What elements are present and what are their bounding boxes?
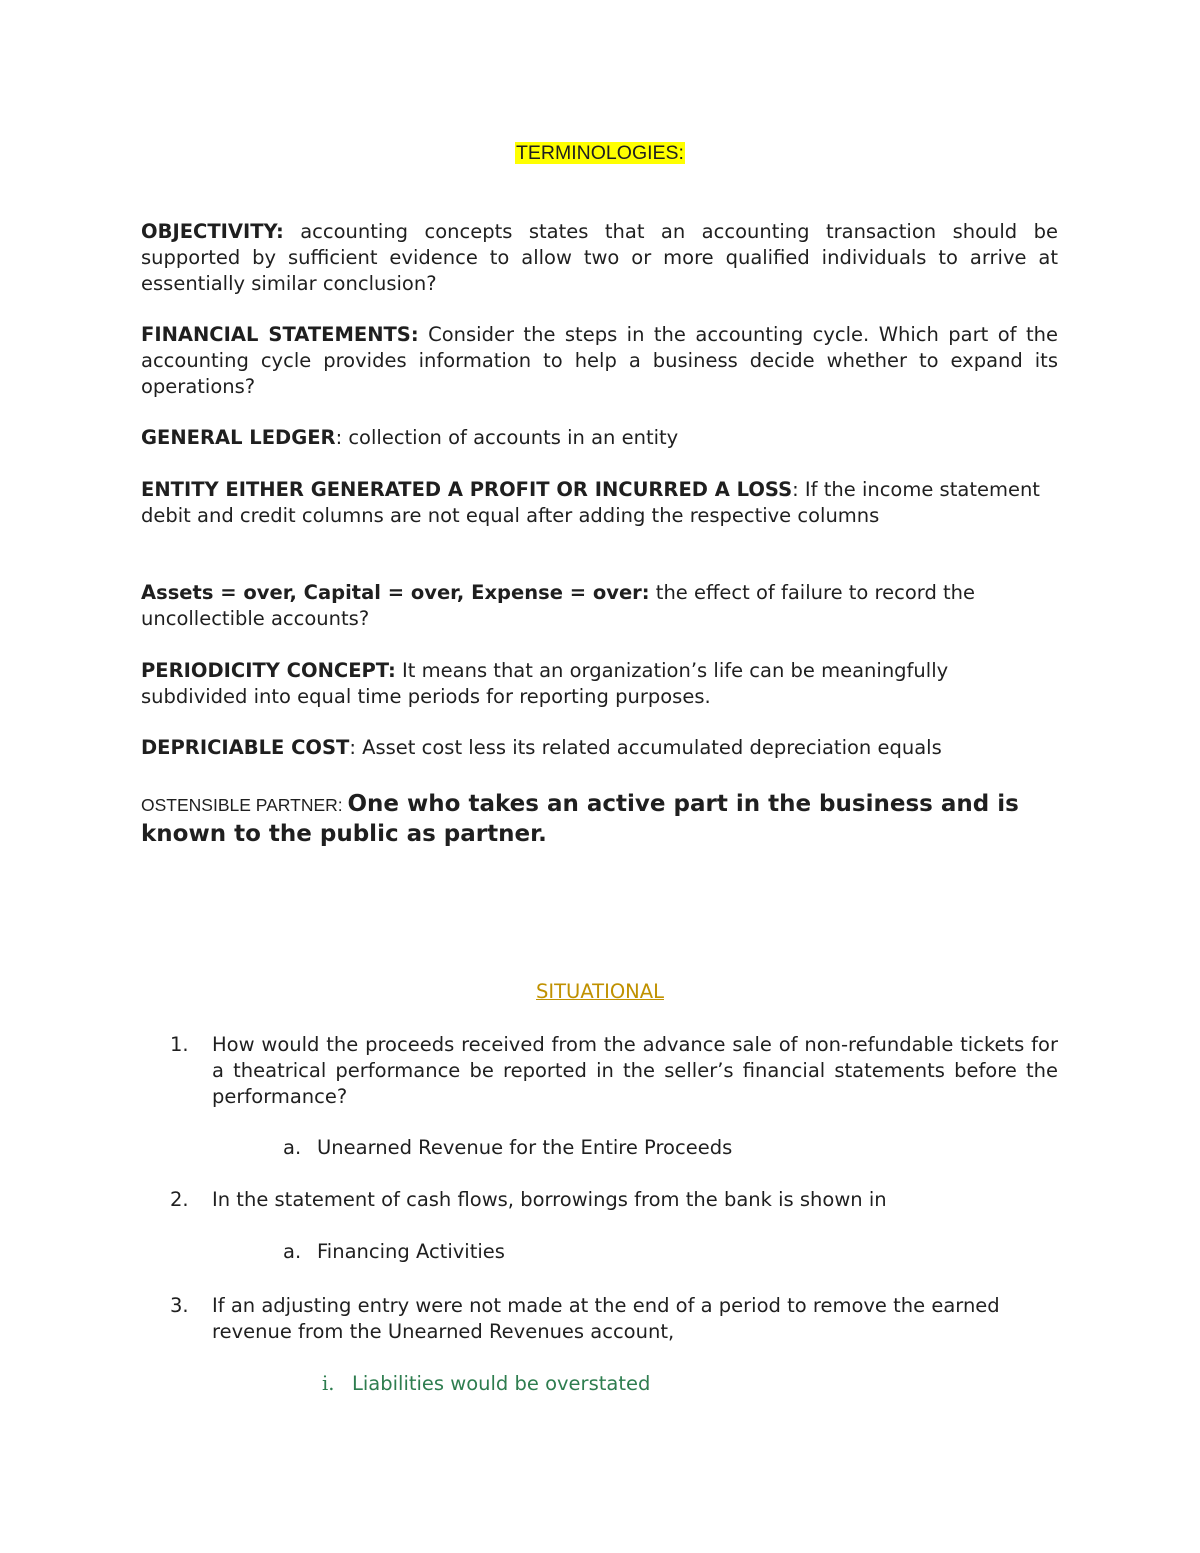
- terminologies-heading: TERMINOLOGIES:: [516, 142, 684, 164]
- answer-label: i.: [322, 1372, 335, 1395]
- answer-text: Financing Activities: [317, 1240, 505, 1263]
- question-number: 3.: [170, 1294, 189, 1317]
- question-text: How would the proceeds received from the advance sale of non-refundable tickets for a theatrical performance be reported in the seller’s financial statements before the performance?: [212, 1033, 1058, 1108]
- answer-label: a.: [283, 1136, 302, 1159]
- term-definition: : If the income statement debit and credit columns are not equal after adding the respective columns: [141, 478, 1040, 527]
- question-3: [170, 1293, 1010, 1345]
- question-text: In the statement of cash flows, borrowings from the bank is shown in: [212, 1188, 887, 1211]
- question-1: [170, 1032, 1058, 1109]
- question-number: 2.: [170, 1188, 189, 1211]
- term-label: OBJECTIVITY:: [141, 220, 284, 243]
- term-label: FINANCIAL STATEMENTS:: [141, 323, 419, 346]
- term-general-ledger: [141, 425, 1058, 451]
- term-label: GENERAL LEDGER: [141, 426, 336, 449]
- term-ostensible-partner: [141, 789, 1066, 849]
- term-label: DEPRICIABLE COST: [141, 736, 350, 759]
- answer-label: a.: [283, 1240, 302, 1263]
- term-profit-or-loss: [141, 477, 1041, 529]
- answer-text: Liabilities would be overstated: [352, 1372, 651, 1395]
- question-2: [170, 1187, 1058, 1213]
- term-definition: : Asset cost less its related accumulated depreciation equals: [349, 736, 942, 759]
- term-objectivity: [141, 219, 1058, 296]
- answer-3: [322, 1371, 650, 1397]
- situational-heading-row: [0, 980, 1200, 1003]
- term-periodicity-concept: [141, 658, 1041, 710]
- situational-heading: SITUATIONAL: [536, 980, 664, 1003]
- answer-2: [283, 1239, 505, 1265]
- term-financial-statements: [141, 322, 1058, 399]
- answer-text: Unearned Revenue for the Entire Proceeds: [317, 1136, 733, 1159]
- term-definition: the effect of failure to record the uncollectible accounts?: [141, 581, 976, 630]
- term-label: PERIODICITY CONCEPT:: [141, 659, 396, 682]
- term-assets-capital-expense: [141, 580, 1041, 632]
- term-definition: accounting concepts states that an accounting transaction should be supported by sufficient evidence to allow two or more qualified individuals to arrive at essentially similar conclusion?: [141, 220, 1058, 295]
- question-number: 1.: [170, 1033, 189, 1056]
- term-definition: Consider the steps in the accounting cycle. Which part of the accounting cycle provides information to help a business decide whether to expand its operations?: [141, 323, 1058, 398]
- term-label: OSTENSIBLE PARTNER:: [141, 795, 348, 815]
- answer-1: [283, 1135, 732, 1161]
- terminologies-heading-row: [0, 142, 1200, 165]
- term-label: ENTITY EITHER GENERATED A PROFIT OR INCURRED A LOSS: [141, 478, 793, 501]
- question-text: If an adjusting entry were not made at the end of a period to remove the earned revenue from the Unearned Revenues account,: [212, 1294, 1000, 1343]
- term-definition: One who takes an active part in the business and is known to the public as partner.: [141, 791, 1019, 847]
- term-label: Assets = over, Capital = over, Expense = over:: [141, 581, 650, 604]
- term-depriciable-cost: [141, 735, 1058, 761]
- term-definition: : collection of accounts in an entity: [335, 426, 679, 449]
- term-definition: It means that an organization’s life can be meaningfully subdivided into equal time periods for reporting purposes.: [141, 659, 949, 708]
